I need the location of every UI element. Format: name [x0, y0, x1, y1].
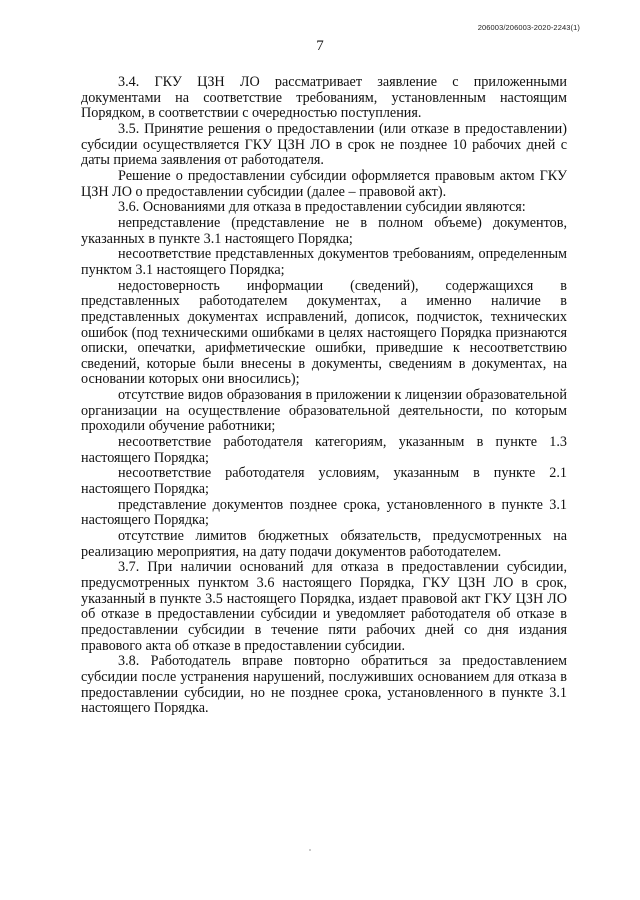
refusal-ground-item: недостоверность информации (сведений), содержащихся в представленных работодателем документах, а именно наличие в представленных документах исправлений, дописок, подчисток, технических ошибок (под техническими ошибками в целях настоящего Порядка признаются описки, опечатки, арифметические ошибки, приведшие к несоответствию сведений, которые были внесены в документы, сведениям в документах, на основании которых они вносились);	[81, 277, 567, 388]
refusal-ground-item: несоответствие работодателя категориям, указанным в пункте 1.3 настоящего Порядка;	[81, 434, 567, 466]
page-number: 7	[316, 38, 324, 54]
paragraph-3-7: 3.7. При наличии оснований для отказа в предоставлении субсидии, предусмотренных пунктом 3.6 настоящего Порядка, ГКУ ЦЗН ЛО в срок, указанный в пункте 3.5 настоящего Порядка, издает правовой акт ГКУ ЦЗН ЛО об отказе в предоставлении субсидии и уведомляет работодателя об отказе в предоставлении субсидии в течение пяти рабочих дней со дня издания правового акта об отказе в предоставлении субсидии.	[81, 559, 567, 654]
refusal-ground-item: несоответствие работодателя условиям, указанным в пункте 2.1 настоящего Порядка;	[81, 465, 567, 498]
scan-speck	[309, 849, 311, 851]
paragraph-3-8: 3.8. Работодатель вправе повторно обратиться за предоставлением субсидии после устранения нарушений, послуживших основанием для отказа в предоставлении субсидии, но не позднее срока, установленного в пункте 3.1 настоящего Порядка.	[81, 653, 567, 717]
document-reference-number: 206003/206003-2020-2243(1)	[477, 23, 580, 32]
paragraph-3-5: 3.5. Принятие решения о предоставлении (или отказе в предоставлении) субсидии осуществляется ГКУ ЦЗН ЛО в срок не позднее 10 рабочих дней с даты приема заявления от работодателя.	[81, 120, 567, 169]
document-body	[81, 75, 567, 717]
refusal-ground-item: несоответствие представленных документов требованиям, определенным пунктом 3.1 настоящего Порядка;	[81, 246, 567, 278]
refusal-ground-item: представление документов позднее срока, установленного в пункте 3.1 настоящего Порядка;	[81, 496, 567, 529]
paragraph-3-4: 3.4. ГКУ ЦЗН ЛО рассматривает заявление с приложенными документами на соответствие требованиям, установленным настоящим Порядком, в соответствии с очередностью поступления.	[81, 74, 567, 122]
paragraph-decision: Решение о предоставлении субсидии оформляется правовым актом ГКУ ЦЗН ЛО о предоставлении субсидии (далее – правовой акт).	[81, 167, 567, 200]
refusal-ground-item: непредставление (представление не в полном объеме) документов, указанных в пункте 3.1 настоящего Порядка;	[81, 214, 567, 247]
paragraph-3-6: 3.6. Основаниями для отказа в предоставлении субсидии являются:	[118, 199, 526, 216]
refusal-ground-item: отсутствие видов образования в приложении к лицензии образовательной организации на осуществление образовательной деятельности, по которым проходили обучение работники;	[81, 387, 567, 435]
refusal-ground-item: отсутствие лимитов бюджетных обязательств, предусмотренных на реализацию мероприятия, на дату подачи документов работодателем.	[81, 528, 567, 560]
